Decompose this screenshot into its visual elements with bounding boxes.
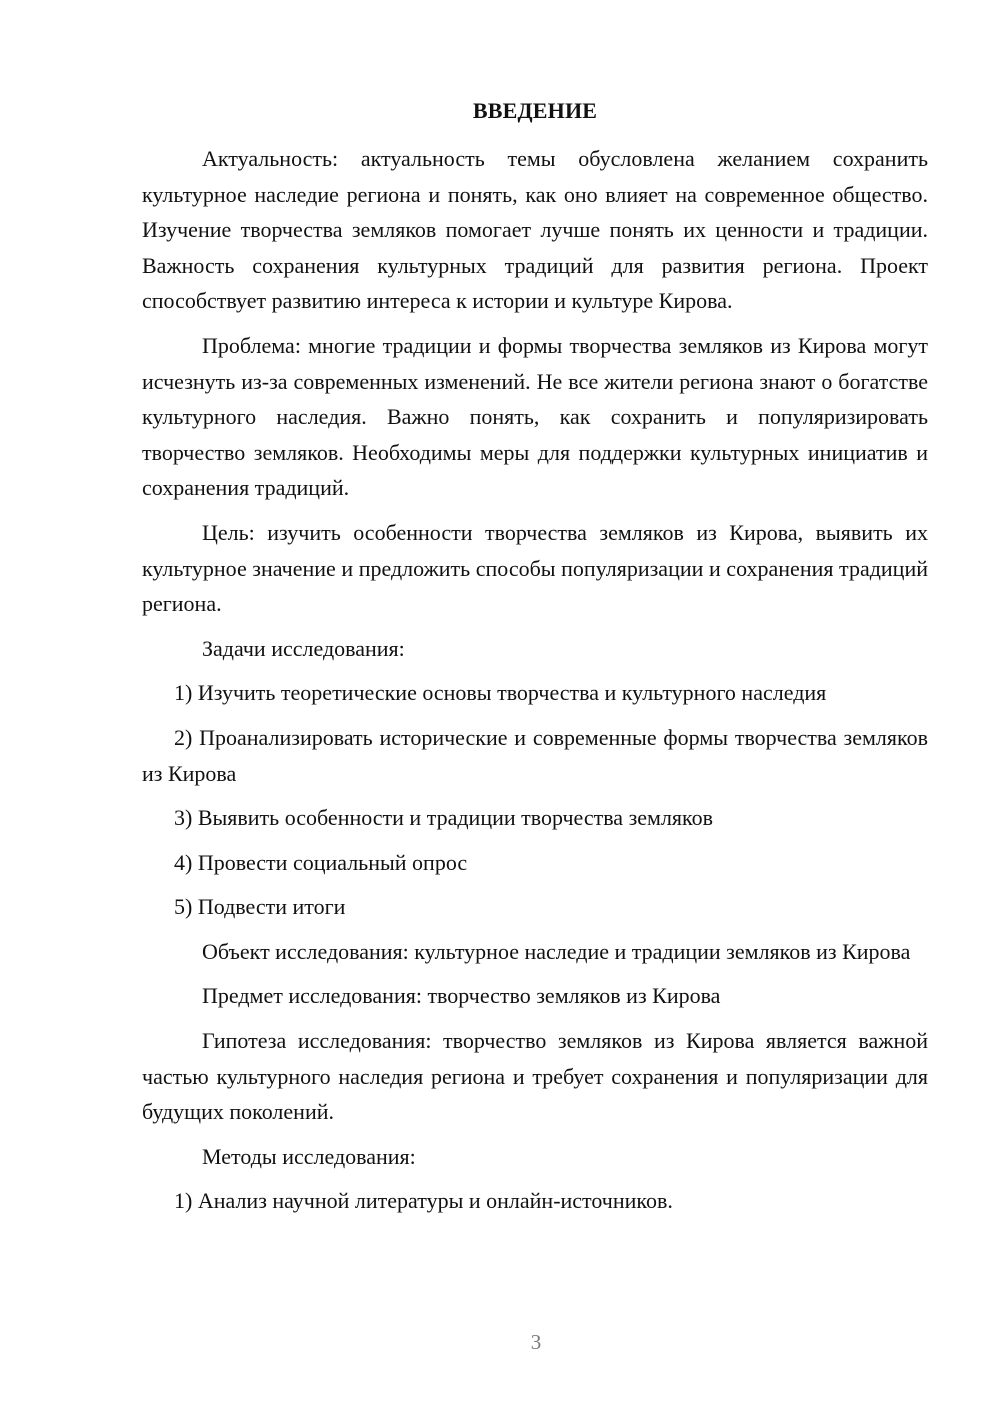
page-heading: ВВЕДЕНИЕ — [472, 98, 598, 123]
subject-paragraph: Предмет исследования: творчество земляков из Кирова — [202, 983, 721, 1009]
relevance-paragraph: Актуальность: актуальность темы обусловлена желанием сохранить культурное наследие региона и понять, как оно влияет на современное общество. Изучение творчества земляков помогает лучше понять их ценности и традиции. Важность сохранения культурных традиций для развития региона. Проект способствует развитию интереса к истории и культуре Кирова. — [142, 146, 928, 314]
task-item-5: 5) Подвести итоги — [174, 894, 346, 920]
task-item-2: 2) Проанализировать исторические и современные формы творчества земляков из Кирова — [142, 724, 928, 786]
problem-paragraph: Проблема: многие традиции и формы творчества земляков из Кирова могут исчезнуть из-за современных изменений. Не все жители региона знают о богатстве культурного наследия. Важно понять, как сохранить и популяризировать творчество земляков. Необходимы меры для поддержки культурных инициатив и сохранения традиций. — [142, 332, 928, 501]
document-page — [142, 94, 928, 1228]
object-paragraph: Объект исследования: культурное наследие и традиции земляков из Кирова — [202, 938, 911, 964]
methods-title: Методы исследования: — [202, 1143, 416, 1169]
hypothesis-paragraph: Гипотеза исследования: творчество земляков из Кирова является важной частью культурного наследия региона и требует сохранения и популяризации для будущих поколений. — [142, 1028, 928, 1125]
task-item-3: 3) Выявить особенности и традиции творчества земляков — [174, 805, 713, 831]
goal-paragraph: Цель: изучить особенности творчества земляков из Кирова, выявить их культурное значение и предложить способы популяризации и сохранения традиций региона. — [142, 519, 928, 617]
task-item-4: 4) Провести социальный опрос — [174, 849, 468, 875]
tasks-title: Задачи исследования: — [202, 635, 405, 661]
method-item-1: 1) Анализ научной литературы и онлайн-источников. — [174, 1188, 673, 1214]
page-number: 3 — [530, 1330, 542, 1354]
task-item-1: 1) Изучить теоретические основы творчества и культурного наследия — [174, 680, 827, 706]
